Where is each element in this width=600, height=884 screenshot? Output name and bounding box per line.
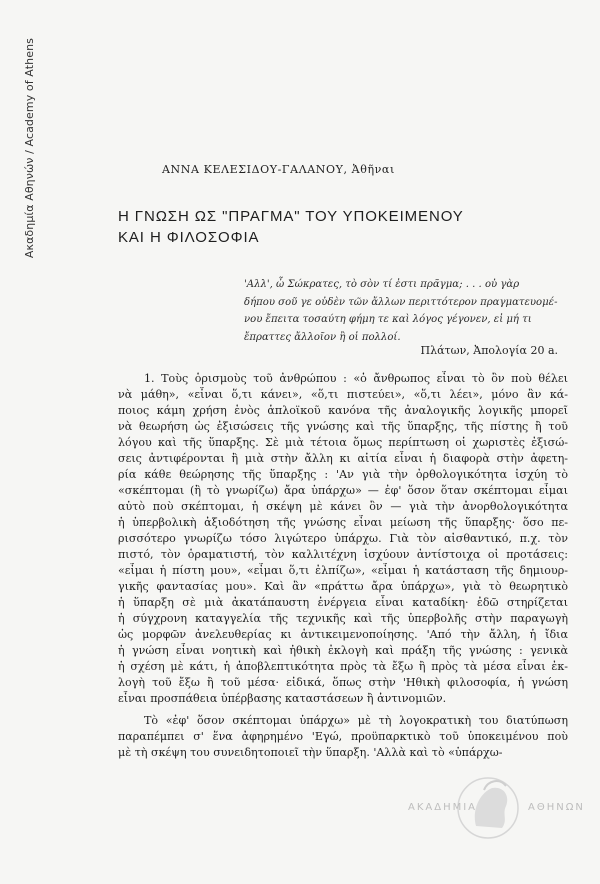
text-line: εἶναι προσπάθεια ὑπέρβασης καταστάσεων ἢ ἀντινομιῶν. xyxy=(118,692,447,705)
text-line: ἡ ὑπερβολικὴ ἀξιοδότηση τῆς γνώσης εἶναι μείωση τῆς ὕπαρξης· ὅσο πε- xyxy=(118,516,568,529)
epigraph-source: Πλάτων, Ἀπολογία 20 a. xyxy=(420,344,558,357)
epigraph xyxy=(244,276,566,346)
epigraph-line: δήπου σοῦ γε οὐδὲν τῶν ἄλλων περιττότερον πραγματευομέ- xyxy=(244,296,558,308)
text-line: σεις ἀντιφέρονται ἢ μιὰ στὴν ἄλλη κι αἰτία εἶναι ἡ διαφορὰ στὴν ἀφετη- xyxy=(118,452,568,465)
text-line: ἡ σχέση μὲ κάτι, ἡ ἀποβλεπτικότητα πρὸς τὰ ἔξω ἢ πρὸς τὰ μέσα εἶναι ἐκ- xyxy=(118,660,568,673)
watermark-text-left: ΑΚΑΔΗΜΙΑ xyxy=(408,802,478,813)
text-line: «σκέπτομαι (ἢ τὸ γνωρίζω) ἄρα ὑπάρχω» — ἐφ' ὅσον ὅταν σκέπτομαι εἶμαι xyxy=(118,484,568,497)
text-line: ποιος κάμη χρήση ἑνὸς ἁπλοϊκοῦ κανόνα τῆς ἀναλογικῆς λογικῆς μπορεῖ xyxy=(118,404,568,417)
article-title xyxy=(118,206,538,248)
text-line: αὐτὸ ποὺ σκέπτομαι, ἡ σκέψη μὲ κάνει ὂν — γιὰ τὴν ἀνορθολογικότητα xyxy=(118,500,568,513)
epigraph-line: ἔπραττες ἄλλοῖον ἢ οἱ πολλοί. xyxy=(244,331,401,343)
text-line: νὰ μάθη», «εἶναι ὅ,τι κάνει», «ὅ,τι πιστεύει», «ὅ,τι λέει», μόνο ἂν κά- xyxy=(118,388,568,401)
article-body xyxy=(118,371,568,767)
title-line: ΚΑΙ Η ΦΙΛΟΣΟΦΙΑ xyxy=(118,229,260,246)
watermark-text-right: ΑΘΗΝΩΝ xyxy=(528,802,585,813)
text-line: παραπέμπει σ' ἕνα ἀφηρημένο 'Εγώ, προϋπαρκτικὸ τοῦ ὑποκειμένου ποὺ xyxy=(118,730,568,743)
text-line: ἡ σύγχρονη καταγγελία τῆς τεχνικῆς καὶ τῆς ὑπερβολῆς στὴν παραγωγὴ xyxy=(118,612,568,625)
text-line: 1. Τοὺς ὁρισμοὺς τοῦ ἀνθρώπου : «ὁ ἄνθρωπος εἶναι τὸ ὂν ποὺ θέλει xyxy=(144,372,568,385)
text-line: «εἶμαι ἡ πίστη μου», «εἶμαι ὅ,τι ἐλπίζω», «εἶμαι ἡ κατάσταση τῆς δημιουρ- xyxy=(118,564,568,577)
text-line: νὰ θεωρήση ὡς ἐξισώσεις τῆς γνώσης καὶ τῆς ὕπαρξης, τῆς πίστης ἢ τοῦ xyxy=(118,420,568,433)
paragraph-2 xyxy=(118,713,568,761)
text-line: ὡς μορφῶν ἀνελευθερίας κι ἀντικειμενοποίησης. 'Από τὴν ἄλλη, ἡ ἴδια xyxy=(118,628,568,641)
text-line: ρία κάθε θεώρησης τῆς ὕπαρξης : 'Αν γιὰ τὴν ὀρθολογικότητα ἰσχύη τὸ xyxy=(118,468,568,481)
epigraph-line: νου ἔπειτα τοσαύτη φήμη τε καὶ λόγος γέγονεν, εἰ μή τι xyxy=(244,314,532,325)
academy-watermark xyxy=(388,768,588,848)
text-line: ἡ γνώση εἶναι νοητικὴ καὶ ἠθικὴ ἐκλογὴ καὶ πράξη τῆς γνώσης : γενικὰ xyxy=(118,644,568,657)
text-line: πιστό, τὸν ὁραματιστή, τὸν καλλιτέχνη ἰσχύουν ἀντίστοιχα οἱ προτάσεις: xyxy=(118,548,568,561)
text-line: ρισσότερο γνωρίζω τόσο λιγώτερο ὑπάρχω. Γιὰ τὸν αἰσθαντικό, π.χ. τὸν xyxy=(118,532,568,545)
text-line: ἡ ὕπαρξη σὲ μιὰ ἀκατάπαυστη ἐνέργεια εἶναι καταδίκη· ἐδῶ στηρίζεται xyxy=(118,596,568,609)
text-line: γικῆς φαντασίας μου». Καὶ ἂν «πράττω ἄρα ὑπάρχω», γιὰ τὸ θεωρητικὸ xyxy=(118,580,568,593)
text-line: μὲ τὴ σκέψη του συνειδητοποιεῖ τὴν ὕπαρξη. 'Αλλὰ καὶ τὸ «ὑπάρχω- xyxy=(118,746,503,759)
author-line: ΑΝΝΑ ΚΕΛΕΣΙΔΟΥ-ΓΑΛΑΝΟΥ, Ἀθῆναι xyxy=(162,163,395,176)
text-line: λόγου καὶ τῆς ὕπαρξης. Σὲ μιὰ τέτοια ὅμως περίπτωση οἱ χωριστὲς ἐξισώ- xyxy=(118,436,568,449)
paragraph-1 xyxy=(118,371,568,707)
epigraph-line: 'Αλλ', ὦ Σώκρατες, τὸ σὸν τί ἐστι πρᾶγμα; . . . οὐ γὰρ xyxy=(244,279,520,290)
text-line: λογὴ τοῦ ἔξω ἢ τοῦ μέσα· εἰδικά, ὅπως στὴν 'Ηθικὴ φιλοσοφία, ἡ γνώση xyxy=(118,676,568,689)
archive-credit: Ακαδημία Αθηνών / Academy of Athens xyxy=(23,38,36,259)
text-line: Τὸ «ἐφ' ὅσον σκέπτομαι ὑπάρχω» μὲ τὴ λογοκρατικὴ του διατύπωση xyxy=(144,714,568,727)
title-line: Η ΓΝΩΣΗ ΩΣ "ΠΡΑΓΜΑ" ΤΟΥ ΥΠΟΚΕΙΜΕΝΟΥ xyxy=(118,208,464,225)
